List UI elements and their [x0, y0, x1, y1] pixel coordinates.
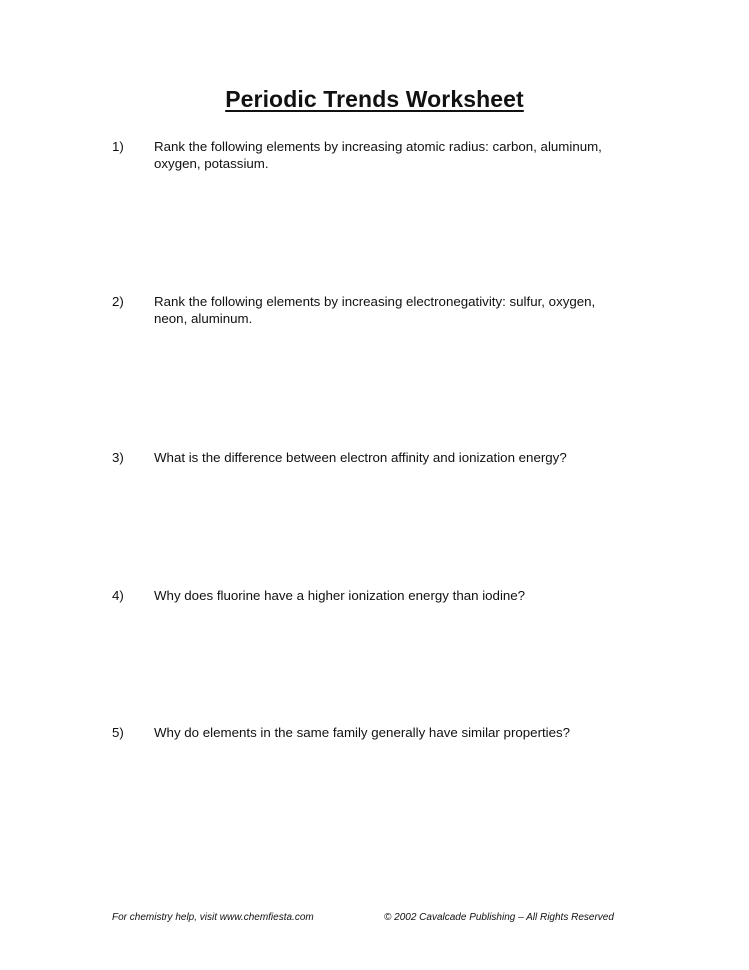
- question-number: 3): [112, 450, 124, 465]
- footer-help-link-text: For chemistry help, visit www.chemfiesta.com: [112, 912, 314, 923]
- question-number: 2): [112, 294, 124, 309]
- question-number: 4): [112, 588, 124, 603]
- question-number: 1): [112, 139, 124, 154]
- question-text: Why do elements in the same family generally have similar properties?: [154, 725, 571, 740]
- question-text: Why does fluorine have a higher ionization energy than iodine?: [154, 588, 526, 603]
- page-title: Periodic Trends Worksheet: [225, 86, 524, 112]
- question-number: 5): [112, 725, 124, 740]
- question-text: What is the difference between electron affinity and ionization energy?: [154, 450, 567, 465]
- footer-copyright: © 2002 Cavalcade Publishing – All Rights Reserved: [384, 912, 614, 923]
- question-text: Rank the following elements by increasing atomic radius: carbon, aluminum, oxygen, potassium.: [154, 139, 602, 171]
- question-text: Rank the following elements by increasing electronegativity: sulfur, oxygen, neon, aluminum.: [154, 294, 596, 326]
